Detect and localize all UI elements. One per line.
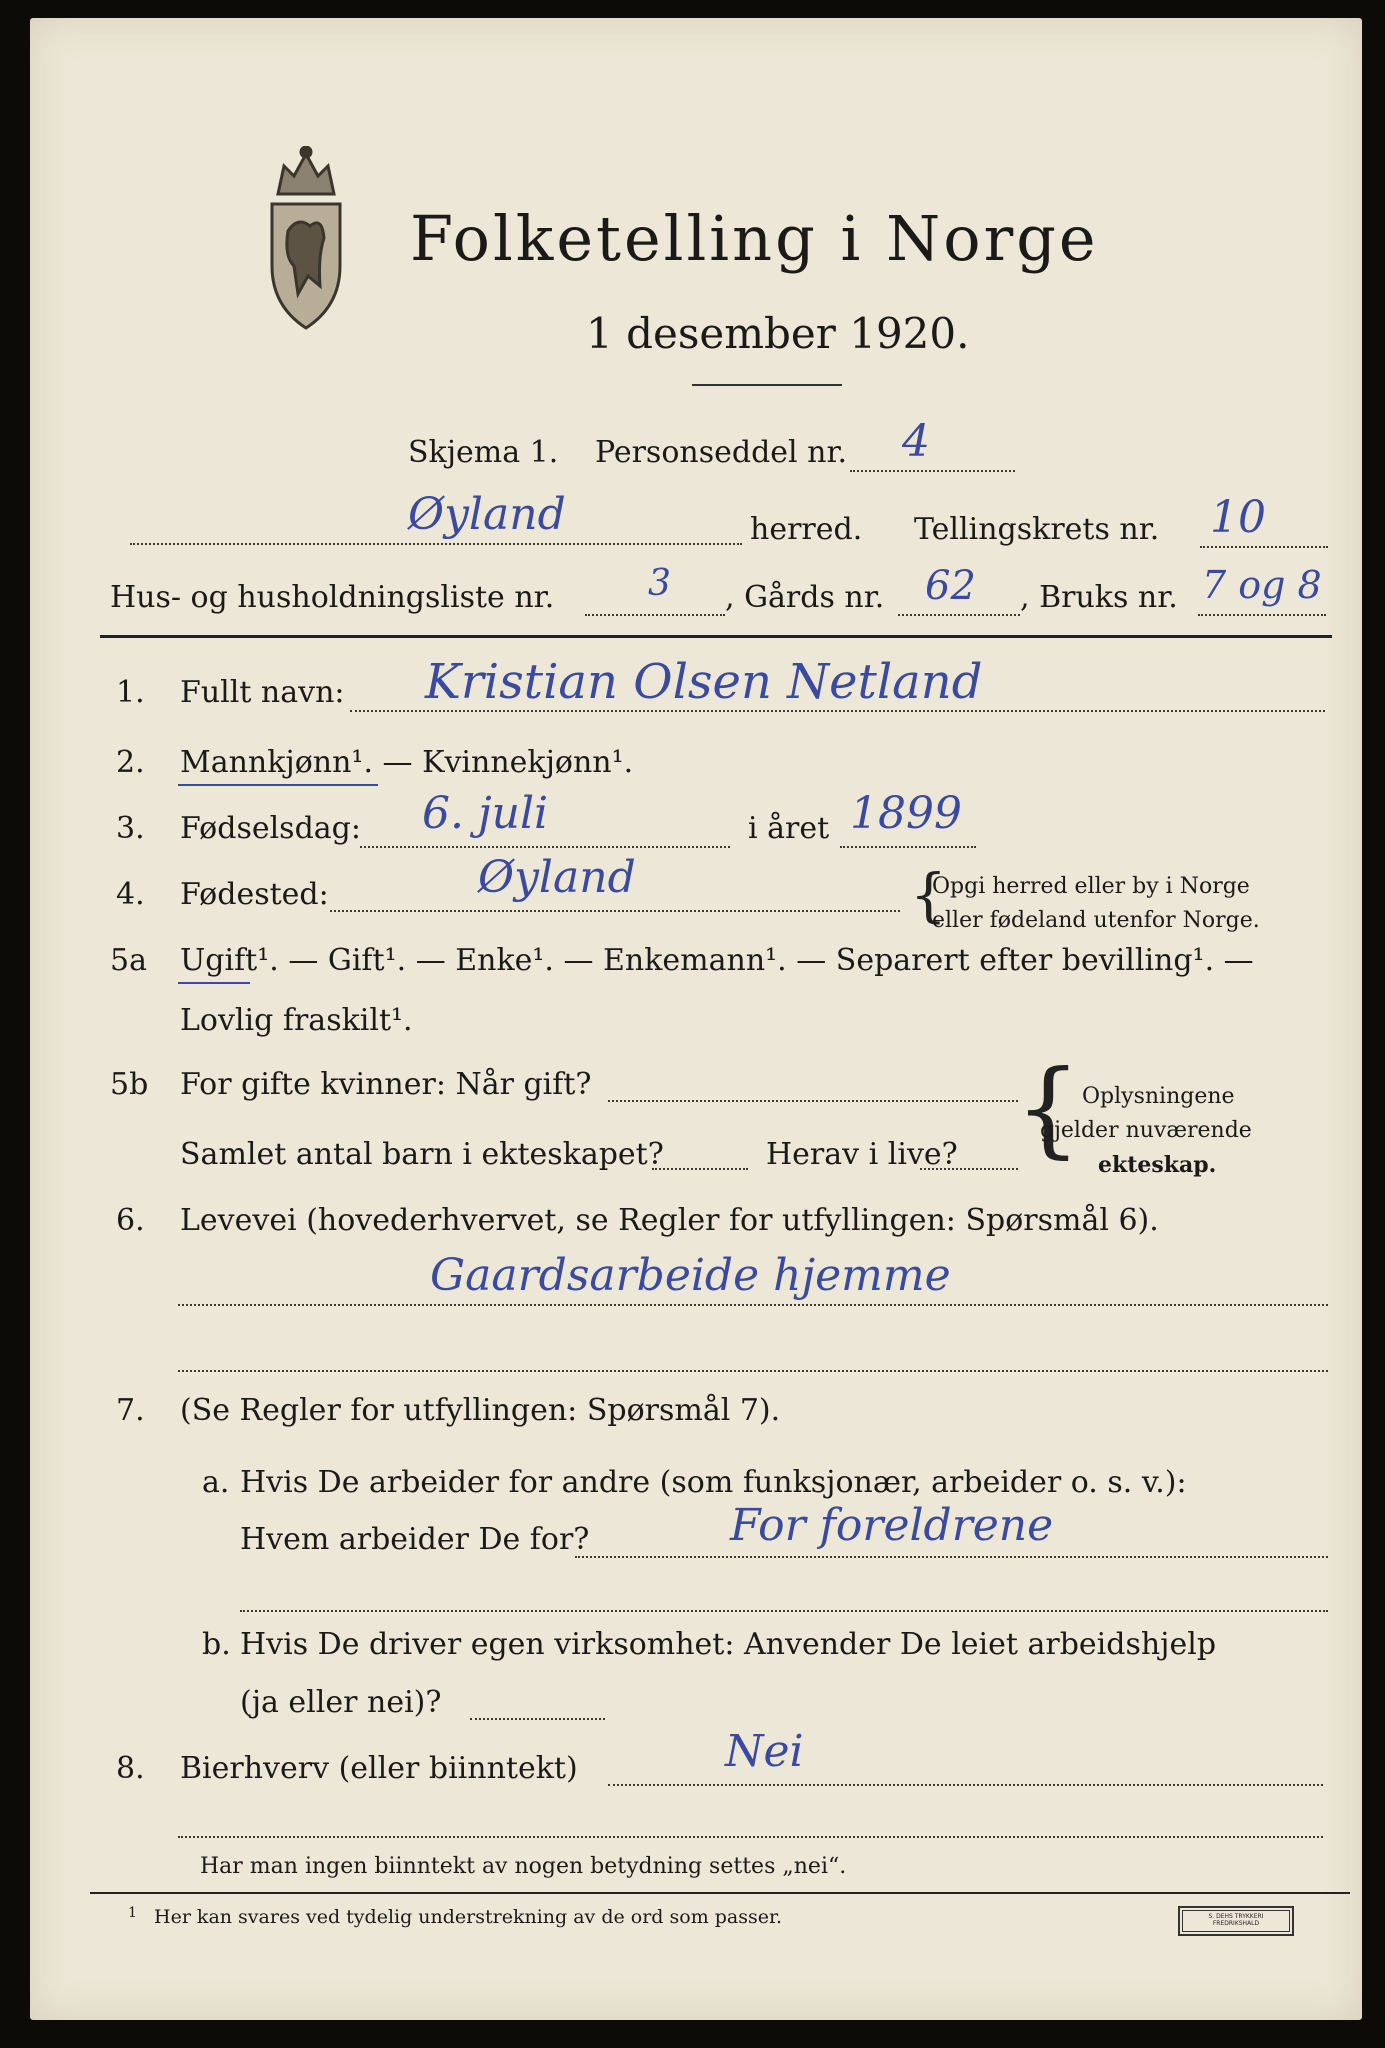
q7b-line1: Hvis De driver egen virksomhet: Anvender De leiet arbeidshjelp xyxy=(240,1627,1217,1662)
tellingskrets-line xyxy=(1200,546,1328,548)
q7-number: 7. xyxy=(116,1393,145,1428)
bruks-line xyxy=(1198,614,1326,616)
norwegian-coat-of-arms-icon xyxy=(258,146,354,336)
q5b-note-line3: ekteskap. xyxy=(1098,1152,1217,1178)
q4-note-brace: { xyxy=(910,861,947,929)
q5a-number: 5a xyxy=(110,943,147,978)
full-name-value[interactable]: Kristian Olsen Netland xyxy=(425,654,983,710)
herred-value[interactable]: Øyland xyxy=(408,489,566,540)
q1-number: 1. xyxy=(116,675,145,710)
tellingskrets-label: Tellingskrets nr. xyxy=(914,512,1160,547)
q8-line2 xyxy=(178,1836,1323,1838)
personseddel-label: Personseddel nr. xyxy=(595,435,848,470)
q3-year-line xyxy=(840,846,976,848)
q7b-line2: (ja eller nei)? xyxy=(240,1685,442,1720)
q2-number: 2. xyxy=(116,745,145,780)
q6-label: Levevei (hovederhvervet, se Regler for utfyllingen: Spørsmål 6). xyxy=(180,1203,1159,1238)
census-date: 1 desember 1920. xyxy=(586,309,970,358)
q5a-line2: Lovlig fraskilt¹. xyxy=(180,1003,413,1038)
personseddel-line xyxy=(850,470,1015,472)
page-title: Folketelling i Norge xyxy=(410,202,1099,275)
ugift-underline xyxy=(178,982,250,984)
side-income-value[interactable]: Nei xyxy=(725,1726,804,1777)
q5b-alive-line xyxy=(920,1168,1018,1170)
q4-note-line2: eller fødeland utenfor Norge. xyxy=(932,908,1260,933)
q5a-line1: Ugift¹. — Gift¹. — Enke¹. — Enkemann¹. — Separert efter bevilling¹. — xyxy=(180,943,1254,978)
footnote-divider xyxy=(90,1892,1350,1894)
employer-value[interactable]: For foreldrene xyxy=(730,1500,1054,1551)
q6-number: 6. xyxy=(116,1203,145,1238)
q5b-children-line xyxy=(652,1168,748,1170)
q3-year-label: i året xyxy=(748,811,830,846)
header-divider xyxy=(100,635,1332,638)
q1-label: Fullt navn: xyxy=(180,675,345,710)
no-income-note: Har man ingen biinntekt av nogen betydning settes „nei“. xyxy=(200,1854,847,1879)
q4-note-line1: Opgi herred eller by i Norge xyxy=(932,874,1250,899)
q5b-alive-label: Herav i live? xyxy=(766,1137,958,1172)
q5b-note-line2: gjelder nuværende xyxy=(1040,1118,1252,1143)
bruks-label: , Bruks nr. xyxy=(1020,580,1178,615)
printer-stamp xyxy=(1178,1906,1294,1936)
q8-label: Bierhverv (eller biinntekt) xyxy=(180,1751,578,1786)
skjema-label: Skjema 1. xyxy=(408,435,559,470)
q3-label: Fødselsdag: xyxy=(180,811,361,846)
census-form-sheet xyxy=(30,18,1362,2020)
personseddel-value[interactable]: 4 xyxy=(902,416,930,467)
footnote-text: Her kan svares ved tydelig understrekning av de ord som passer. xyxy=(154,1906,783,1928)
q7b-letter: b. xyxy=(202,1627,231,1662)
q7a-employer-line xyxy=(575,1556,1328,1558)
herred-label: herred. xyxy=(750,512,863,547)
husliste-value[interactable]: 3 xyxy=(648,563,671,604)
q7a-line1: Hvis De arbeider for andre (som funksjonær, arbeider o. s. v.): xyxy=(240,1465,1187,1500)
gards-value[interactable]: 62 xyxy=(925,563,976,609)
birthplace-value[interactable]: Øyland xyxy=(478,852,636,903)
q1-line xyxy=(350,710,1325,712)
husliste-label: Hus- og husholdningsliste nr. xyxy=(110,580,555,615)
birth-year-value[interactable]: 1899 xyxy=(850,788,962,839)
q8-line xyxy=(608,1784,1323,1786)
herred-line xyxy=(130,543,742,545)
q8-number: 8. xyxy=(116,1751,145,1786)
birth-date-value[interactable]: 6. juli xyxy=(422,788,549,839)
gards-line xyxy=(898,614,1020,616)
gards-label: , Gårds nr. xyxy=(725,580,885,615)
q5b-married-line xyxy=(608,1100,1018,1102)
q5b-children-label: Samlet antal barn i ekteskapet? xyxy=(180,1137,664,1172)
q3-number: 3. xyxy=(116,811,145,846)
q5b-note-brace: { xyxy=(1015,1047,1082,1169)
q3-line xyxy=(360,846,730,848)
printer-stamp-text: S. DEHS TRYKKERI FREDRIKSHALD xyxy=(1208,1913,1264,1927)
q6-line1 xyxy=(178,1304,1328,1306)
mannkjonn-underline xyxy=(178,784,378,786)
husliste-line xyxy=(585,614,725,616)
q2-label: Mannkjønn¹. — Kvinnekjønn¹. xyxy=(180,745,634,780)
q4-number: 4. xyxy=(116,877,145,912)
q5b-number: 5b xyxy=(110,1067,149,1102)
q5b-note-line1: Oplysningene xyxy=(1082,1084,1235,1109)
q4-label: Fødested: xyxy=(180,877,329,912)
q7-label: (Se Regler for utfyllingen: Spørsmål 7). xyxy=(180,1393,781,1428)
q6-line2 xyxy=(178,1370,1328,1372)
tellingskrets-value[interactable]: 10 xyxy=(1210,492,1266,543)
title-divider xyxy=(692,384,842,386)
occupation-value[interactable]: Gaardsarbeide hjemme xyxy=(430,1250,951,1301)
footnote-mark: 1 xyxy=(128,1905,137,1921)
q5b-line1: For gifte kvinner: Når gift? xyxy=(180,1067,592,1102)
q7a-line2: Hvem arbeider De for? xyxy=(240,1522,590,1557)
q7b-answer-line xyxy=(470,1718,605,1720)
q7a-line-extra xyxy=(240,1610,1328,1612)
q7a-letter: a. xyxy=(202,1465,230,1500)
q4-line xyxy=(330,910,900,912)
bruks-value[interactable]: 7 og 8 xyxy=(1202,563,1322,607)
